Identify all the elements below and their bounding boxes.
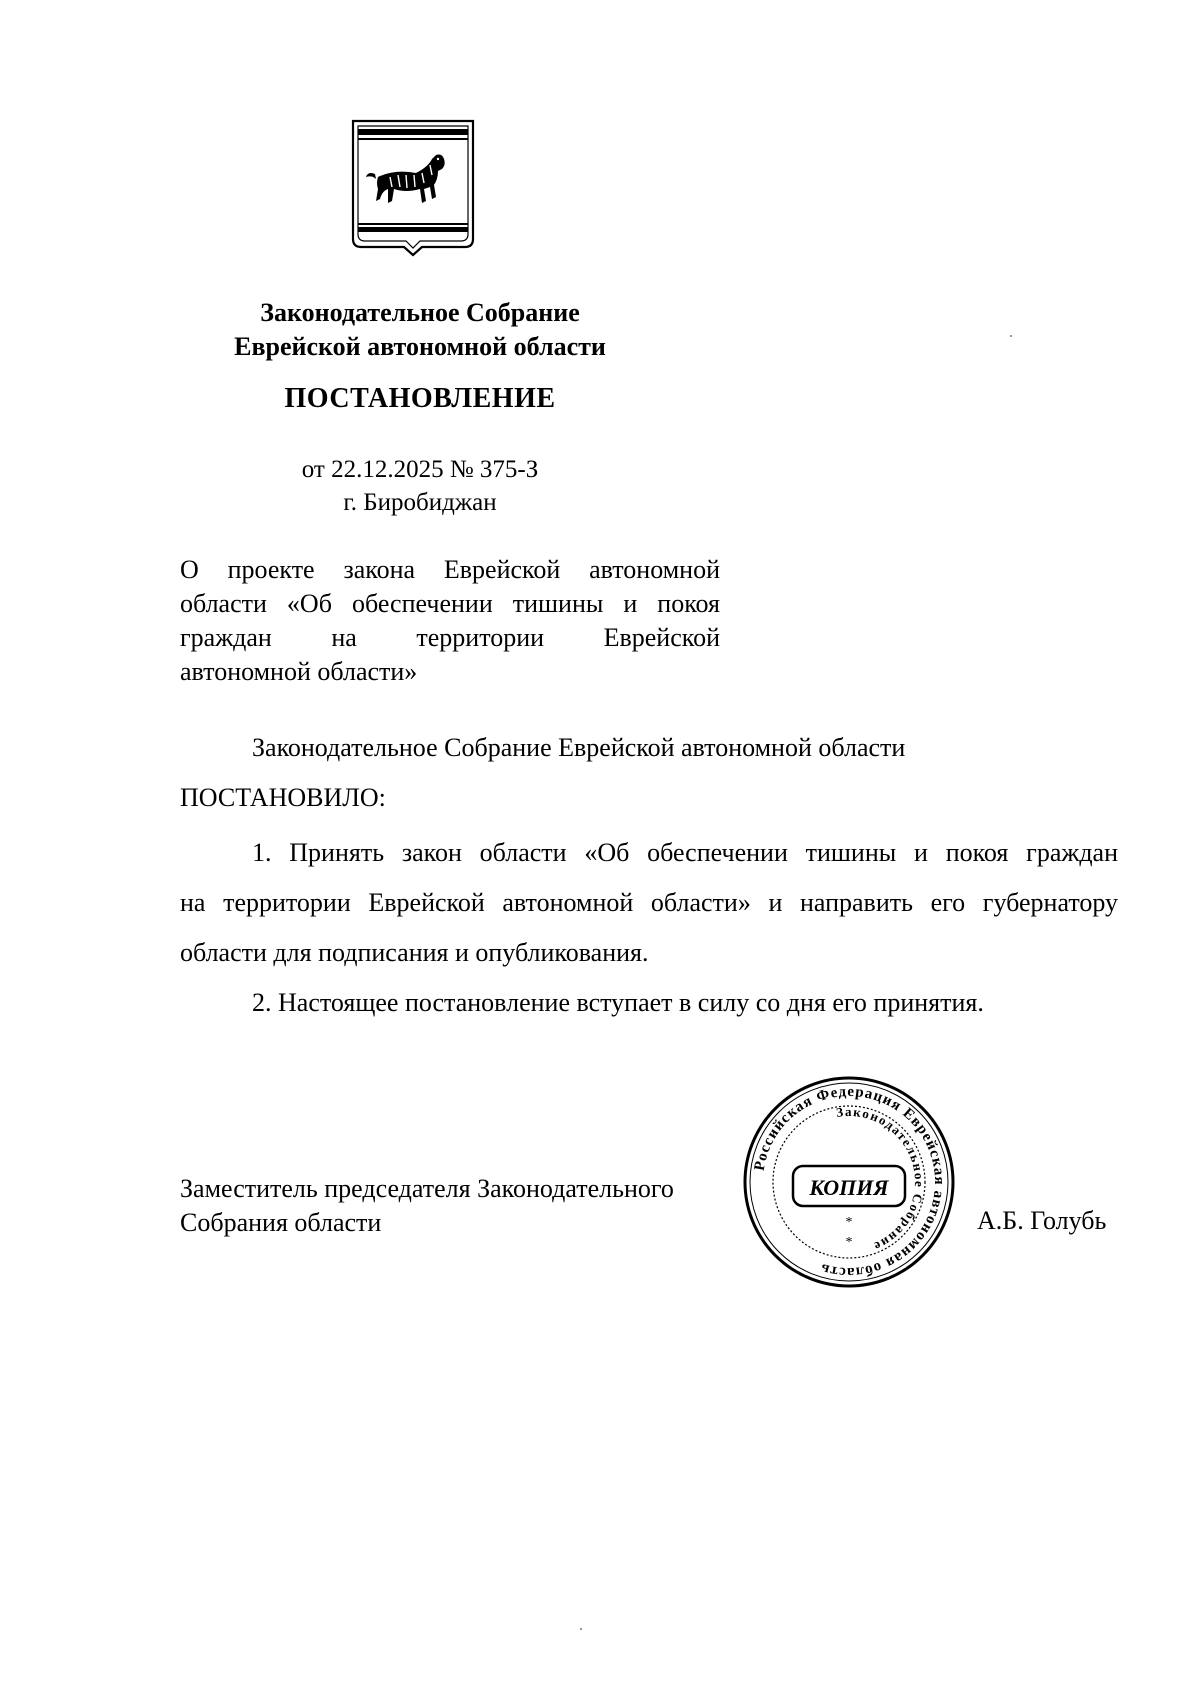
preamble-text: Законодательное Собрание Еврейской автономной области: [252, 733, 906, 762]
svg-text:*: *: [845, 1215, 853, 1230]
organization-name-line2: Еврейской автономной области: [234, 332, 606, 361]
signer-position: [180, 1172, 674, 1240]
resolved-heading: ПОСТАНОВИЛО:: [180, 783, 386, 812]
document-place: г. Биробиджан: [343, 489, 497, 516]
signer-position-line1: Заместитель председателя Законодательного: [180, 1174, 674, 1203]
document-date-number: от 22.12.2025 № 375-З: [301, 456, 539, 483]
document-subject: [180, 553, 720, 689]
body-line: на территории Еврейской автономной области» и направить его губернатору: [180, 888, 1118, 917]
svg-text:КОПИЯ: КОПИЯ: [809, 1175, 889, 1200]
body-line: 1. Принять закон области «Об обеспечении тишины и покоя граждан: [252, 838, 1118, 867]
signer-position-line2: Собрания области: [180, 1208, 382, 1237]
body-line: 2. Настоящее постановление вступает в силу со дня его принятия.: [252, 988, 984, 1017]
svg-text:*: *: [845, 1235, 853, 1250]
document-type-title: ПОСТАНОВЛЕНИЕ: [284, 383, 556, 414]
resolution-body: [180, 828, 1118, 1028]
subject-line: О проекте закона Еврейской автономной: [180, 555, 720, 584]
coat-of-arms-emblem: [350, 119, 476, 263]
organization-name-line1: Законодательное Собрание: [260, 298, 580, 327]
scan-artifact: [1010, 335, 1012, 337]
official-seal-stamp: [735, 1068, 963, 1296]
svg-text:Российская Федерация Еврейская: Российская Федерация Еврейская автономная область: [751, 1083, 948, 1281]
body-line: области для подписания и опубликования.: [180, 938, 649, 967]
scan-artifact: [580, 1628, 582, 1630]
svg-text:Законодательное Собрание: Законодательное Собрание: [835, 1103, 928, 1255]
signer-name: А.Б. Голубь: [977, 1206, 1107, 1235]
subject-line: области «Об обеспечении тишины и покоя: [180, 589, 720, 618]
subject-line: автономной области»: [180, 657, 418, 686]
subject-line: граждан на территории Еврейской: [180, 623, 720, 652]
